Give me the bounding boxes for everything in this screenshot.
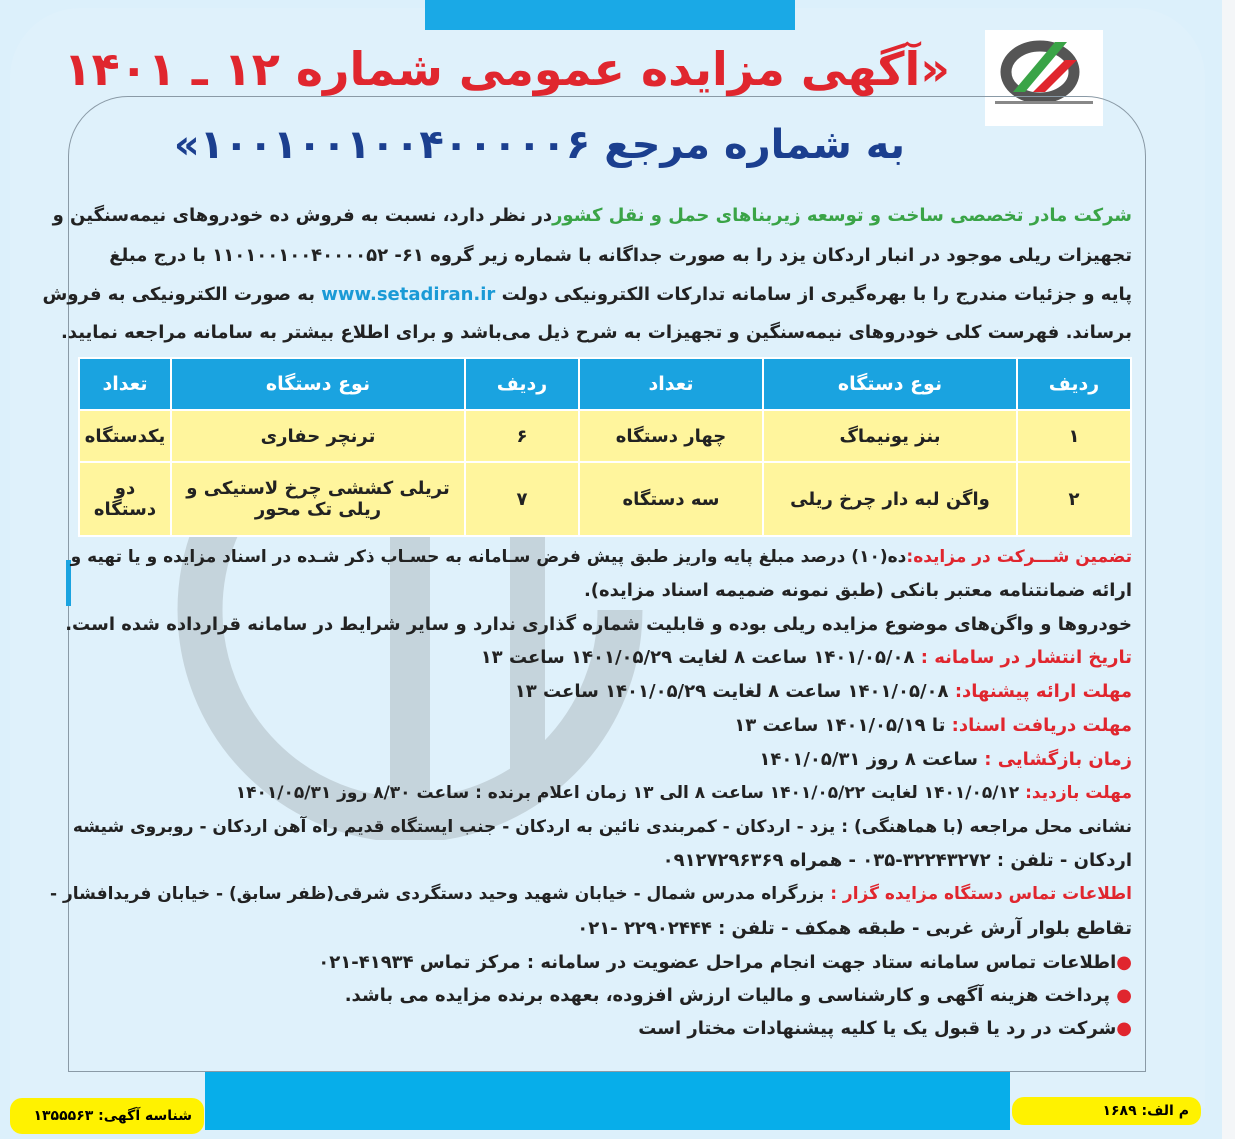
cell: ۷ [465, 462, 579, 536]
intro-line-1 [53, 205, 1132, 226]
intro-line-3 [43, 284, 1133, 305]
bullet-text: شرکت در رد یا قبول یک یا کلیه پیشنهادات مختار است [638, 1018, 1117, 1039]
ad-code-badge: م الف: ۱۶۸۹ [1012, 1097, 1201, 1125]
contact-line [50, 884, 1132, 904]
cell: سه دستگاه [579, 462, 763, 536]
visit-value: ۱۴۰۱/۰۵/۱۲ لغایت ۱۴۰۱/۰۵/۲۲ ساعت ۸ الی ۱۳ زمان اعلام برنده : ساعت ۸/۳۰ روز ۱۴۰۱/۰۵/۳۱ [235, 783, 1020, 803]
bottom-blue-bar [205, 1072, 1010, 1130]
col-header-count: تعداد [79, 358, 171, 410]
table-row [79, 410, 1131, 462]
address-line-2: اردکان - تلفن : ۳۲۲۴۳۲۷۲-۰۳۵ - همراه ۰۹۱۲۷۲۹۶۳۶۹ [662, 850, 1132, 871]
equipment-table [78, 357, 1132, 537]
bullet-text: اطلاعات تماس سامانه ستاد جهت انجام مراحل عضویت در سامانه : مرکز تماس ۴۱۹۳۴-۰۲۱ [318, 952, 1117, 973]
visit-label: مهلت بازدید: [1025, 783, 1132, 803]
intro-text: به صورت الکترونیکی به فروش [42, 284, 315, 305]
cell: ۱ [1017, 410, 1131, 462]
right-margin-strip [1222, 0, 1235, 1139]
publish-value: ۱۴۰۱/۰۵/۰۸ ساعت ۸ لغایت ۱۴۰۱/۰۵/۲۹ ساعت ۱۳ [480, 647, 915, 668]
ad-title: «آگهی مزایده عمومی شماره ۱۲ ـ ۱۴۰۱ [63, 42, 950, 96]
bullet-icon: ● [1116, 952, 1132, 973]
table-header-row [79, 358, 1131, 410]
visit-deadline [236, 783, 1132, 803]
publish-label: تاریخ انتشار در سامانه : [920, 647, 1132, 668]
company-name: شرکت مادر تخصصی ساخت و توسعه زیربناهای حمل و نقل کشور [552, 205, 1132, 226]
top-blue-bar [425, 0, 795, 30]
col-header-row-number: ردیف [465, 358, 579, 410]
cell: بنز یونیماگ [763, 410, 1017, 462]
guarantee-line-2: ارائه ضمانتنامه معتبر بانکی (طبق نمونه ضمیمه اسناد مزایده). [583, 580, 1132, 601]
guarantee-line [71, 547, 1132, 567]
cell: ترنچر حفاری [171, 410, 465, 462]
address-line-1: نشانی محل مراجعه (با هماهنگی) : یزد - اردکان - کمربندی نائین به اردکان - جنب ایستگاه قدیم راه آهن اردکان - روبروی شیشه [72, 817, 1132, 837]
cell: چهار دستگاه [579, 410, 763, 462]
opening-value: ساعت ۸ روز ۱۴۰۱/۰۵/۳۱ [759, 749, 978, 770]
col-header-device-type: نوع دستگاه [171, 358, 465, 410]
cell: ۶ [465, 410, 579, 462]
intro-line-4: برساند. فهرست کلی خودروهای نیمه‌سنگین و تجهیزات به شرح ذیل می‌باشد و برای اطلاع بیشتر به سامانه مراجعه نمایید. [60, 322, 1132, 343]
offer-deadline [515, 681, 1132, 702]
publish-date [481, 647, 1132, 668]
offer-value: ۱۴۰۱/۰۵/۰۸ ساعت ۸ لغایت ۱۴۰۱/۰۵/۲۹ ساعت ۱۳ [514, 681, 949, 702]
bullet-item [345, 985, 1132, 1006]
table-row [79, 462, 1131, 536]
contact-value: بزرگراه مدرس شمال - خیابان شهید وحید دستگردی شرقی(ظفر سابق) - خیابان فریدافشار - [50, 884, 825, 904]
bullet-icon: ● [1116, 985, 1132, 1006]
guarantee-label: تضمین شـــرکت در مزایده: [906, 547, 1132, 567]
cell: تریلی کششی چرخ لاستیکی و ریلی تک محور [171, 462, 465, 536]
bullet-icon: ● [1116, 1018, 1132, 1039]
docs-deadline [734, 715, 1132, 736]
bullet-item [638, 1018, 1132, 1039]
setadiran-link[interactable]: www.setadiran.ir [321, 284, 496, 305]
contact-label: اطلاعات تماس دستگاه مزایده گزار : [830, 884, 1132, 904]
contact-line-2: تقاطع بلوار آرش غربی - طبقه همکف - تلفن : ۲۲۹۰۲۴۴۴ -۰۲۱ [577, 918, 1132, 939]
cell: یکدستگاه [79, 410, 171, 462]
opening-label: زمان بازگشایی : [984, 749, 1132, 770]
cell: ۲ [1017, 462, 1131, 536]
guarantee-text: ده(۱۰) درصد مبلغ پایه واریز طبق پیش فرض سـامانه به حسـاب ذکر شـده در اسناد مزایده و یا تهیه و [70, 547, 907, 567]
ad-id-badge: شناسه آگهی: ۱۳۵۵۵۶۳ [10, 1098, 204, 1134]
ad-reference-number: به شماره مرجع ۱۰۰۱۰۰۱۰۰۴۰۰۰۰۰۶» [173, 122, 905, 168]
note-line: خودروها و واگن‌های موضوع مزایده ریلی بوده و قابلیت شماره گذاری ندارد و سایر شرایط در سامانه قرارداده شده است. [65, 614, 1132, 635]
cell: دو دستگاه [79, 462, 171, 536]
intro-text: پایه و جزئیات مندرج را با بهره‌گیری از سامانه تدارکات الکترونیکی دولت [501, 284, 1132, 305]
intro-line-2: تجهیزات ریلی موجود در انبار اردکان یزد را به صورت جداگانه با شماره زیر گروه ۶۱- ۱۱۰۱۰۰۱۰۰۴۰۰۰۰۵۲ با درج مبلغ [109, 245, 1132, 266]
docs-value: تا ۱۴۰۱/۰۵/۱۹ ساعت ۱۳ [734, 715, 946, 736]
col-header-count: تعداد [579, 358, 763, 410]
bullet-item [318, 952, 1132, 973]
col-header-device-type: نوع دستگاه [763, 358, 1017, 410]
intro-text: در نظر دارد، نسبت به فروش ده خودروهای نیمه‌سنگین و [52, 205, 553, 226]
cell: واگن لبه دار چرخ ریلی [763, 462, 1017, 536]
bullet-text: پرداخت هزینه آگهی و کارشناسی و مالیات ارزش افزوده، بعهده برنده مزایده می باشد. [344, 985, 1110, 1006]
docs-label: مهلت دریافت اسناد: [951, 715, 1132, 736]
col-header-row-number: ردیف [1017, 358, 1131, 410]
offer-label: مهلت ارائه پیشنهاد: [954, 681, 1132, 702]
opening-time [759, 749, 1132, 770]
